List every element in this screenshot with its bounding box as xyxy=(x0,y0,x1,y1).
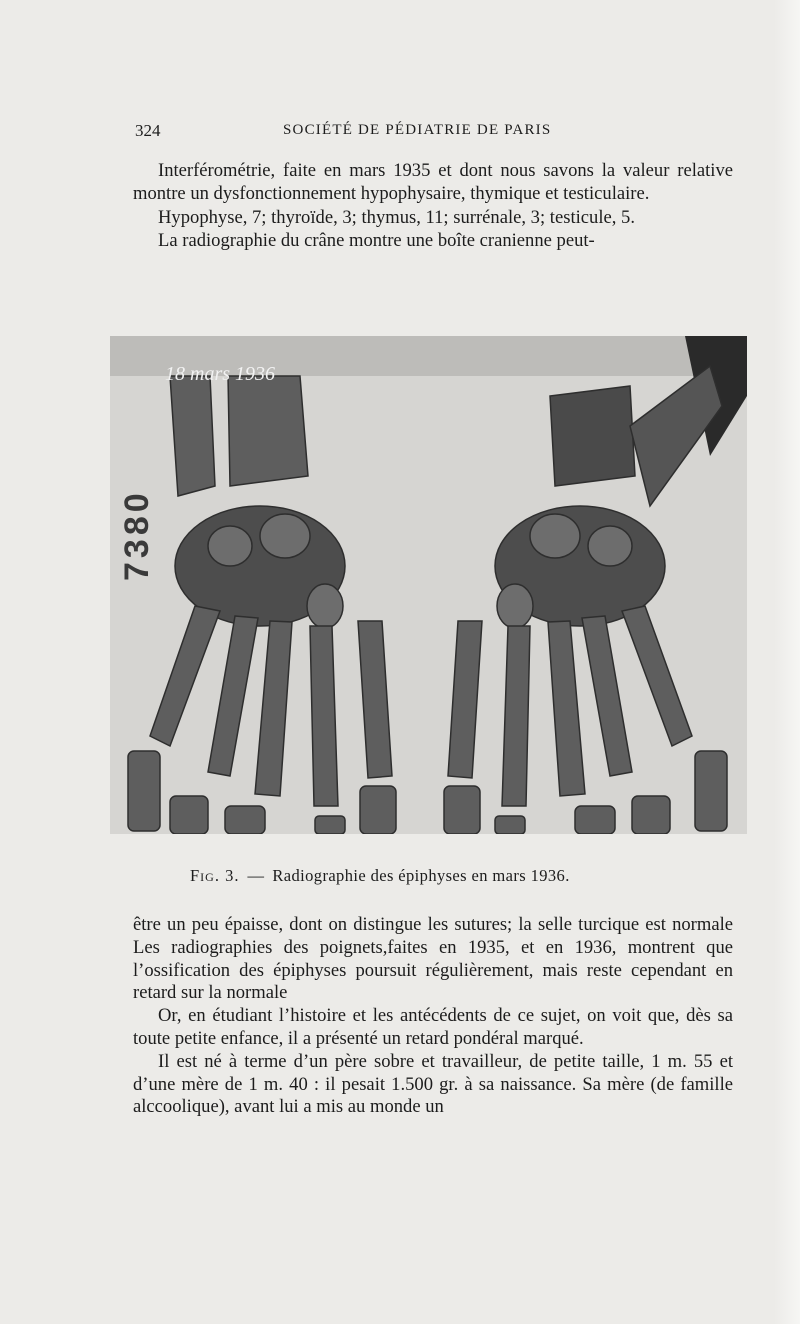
xray-image xyxy=(110,336,747,834)
film-inscription: 18 mars 1936 xyxy=(165,363,276,385)
paragraph: Hypophyse, 7; thyroïde, 3; thymus, 11; surrénale, 3; testicule, 5. xyxy=(158,206,635,228)
paragraph: La radiographie du crâne montre une boîte cranienne peut- xyxy=(158,230,595,252)
paragraph: Interférométrie, faite en mars 1935 et dont nous savons la valeur relative montre un dysfonctionnement hypophysaire, thymique et testiculaire. xyxy=(133,160,733,205)
paragraph: Il est né à terme d’un père sobre et travailleur, de petite taille, 1 m. 55 et d’une mère de 1 m. 40 : il pesait 1.500 gr. à sa naissance. Sa mère (de famille alccoolique), avant lui a mis au monde un xyxy=(133,1050,733,1118)
page-number: 324 xyxy=(135,121,161,140)
film-number-mark xyxy=(118,489,156,581)
body-text-top xyxy=(133,159,733,253)
caption-text: Radiographie des épiphyses en mars 1936. xyxy=(272,866,570,885)
body-text-bottom xyxy=(133,914,733,1119)
figure-label: Fig. 3. xyxy=(190,866,240,885)
paragraph: être un peu épaisse, dont on distingue les sutures; la selle turcique est normale Les radiographies des poignets,faites en 1935, et en 1936, montrent que l’ossification des épiphyses poursuit régulièrement, mais reste cependant en retard sur la normale xyxy=(133,914,733,1004)
page-edge xyxy=(774,0,800,1324)
paragraph: Or, en étudiant l’histoire et les antécédents de ce sujet, on voit que, dès sa toute petite enfance, il a présenté un retard pondéral marqué. xyxy=(133,1005,733,1049)
caption-dash: — xyxy=(247,866,265,885)
film-number: 7380 xyxy=(118,489,156,581)
figure-caption xyxy=(190,866,690,886)
figure-xray-hands xyxy=(110,336,747,834)
journal-title: SOCIÉTÉ DE PÉDIATRIE DE PARIS xyxy=(283,122,552,138)
running-head xyxy=(135,121,735,143)
